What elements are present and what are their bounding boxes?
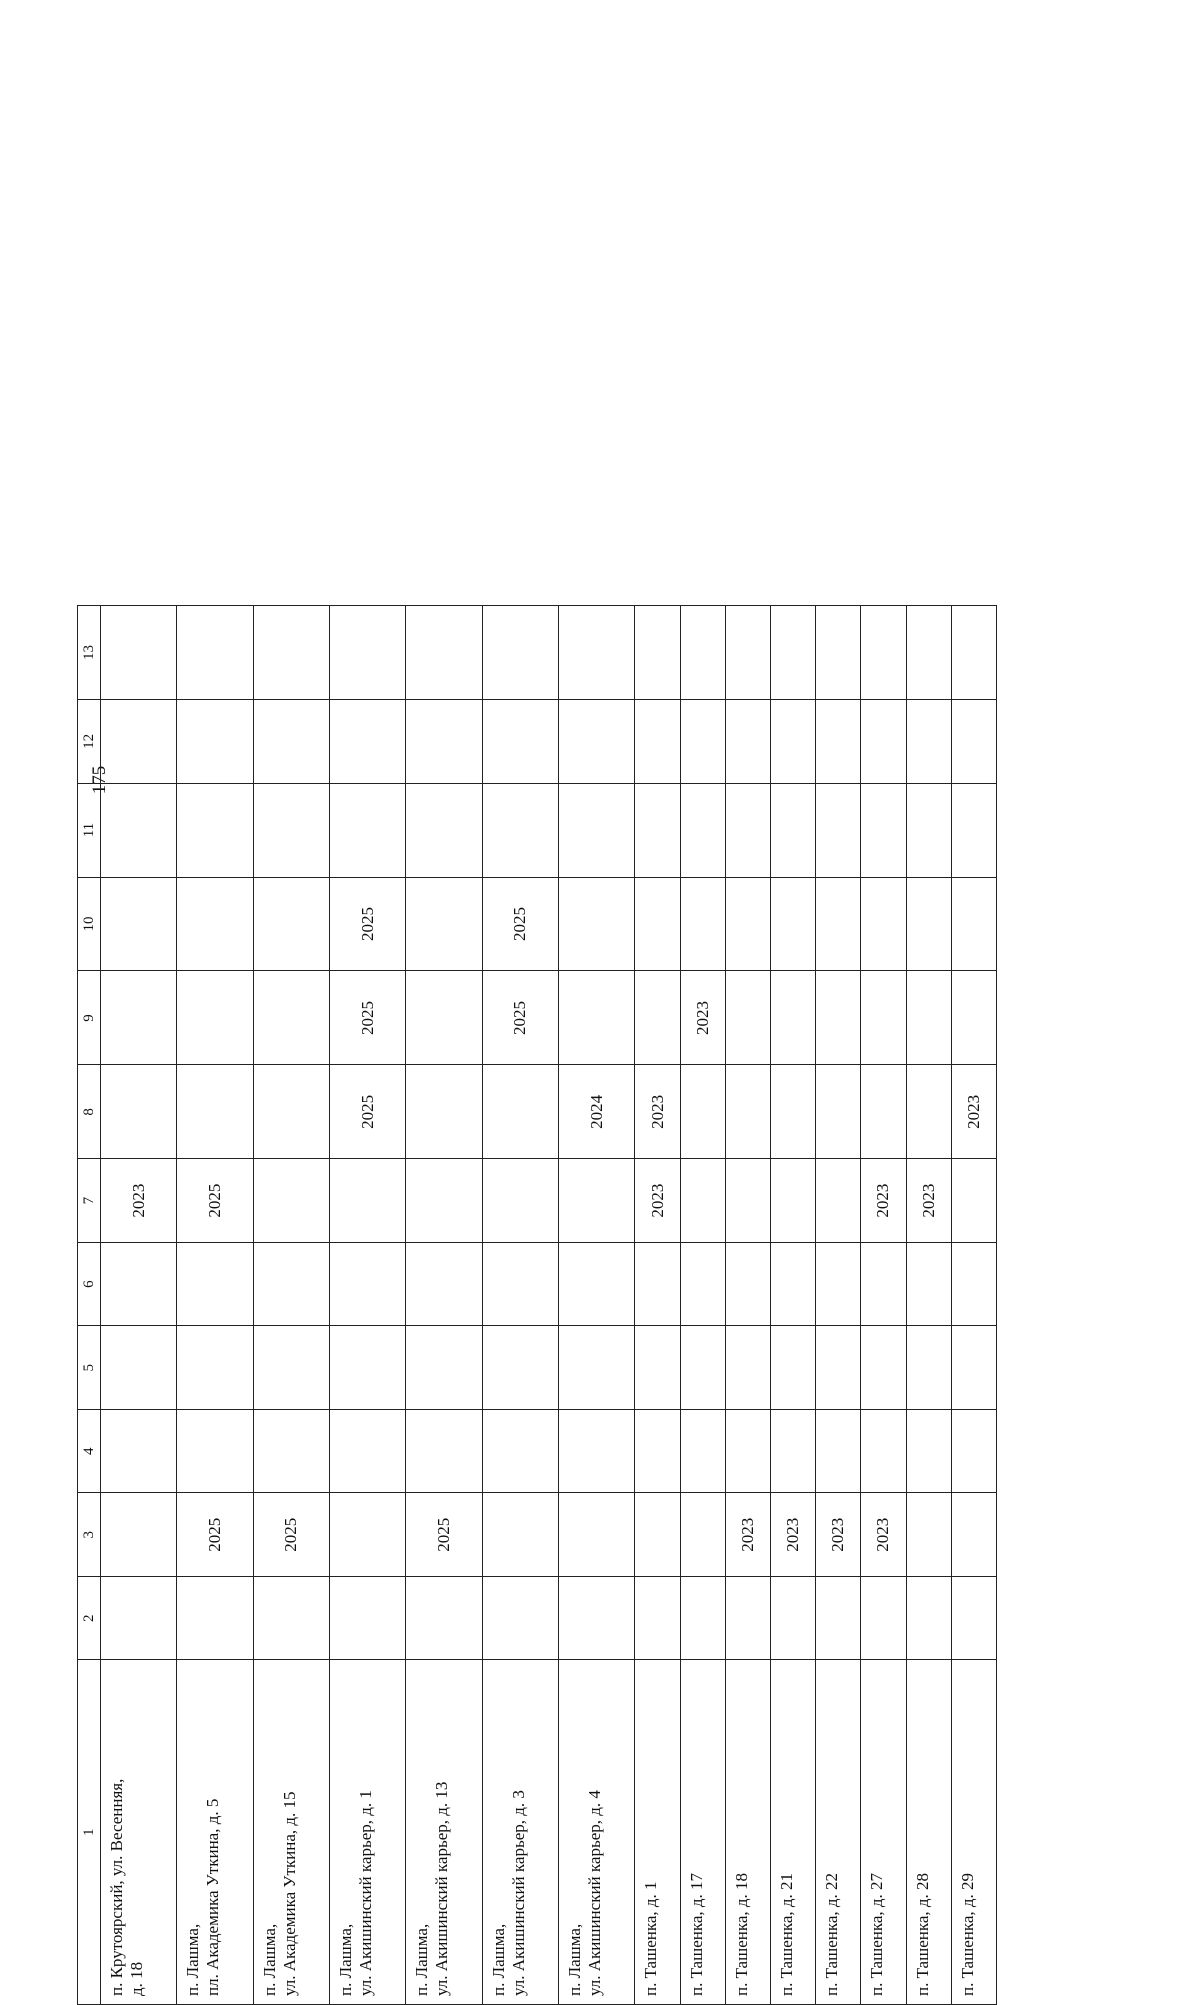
year-cell-col-4: [253, 1409, 329, 1493]
year-cell-col-13: [406, 606, 482, 700]
year-cell-col-2: [559, 1576, 635, 1660]
year-value: 2025: [357, 1094, 377, 1129]
year-cell-col-6: [951, 1242, 996, 1326]
year-cell-col-10: [177, 877, 253, 971]
year-cell-col-6: [406, 1242, 482, 1326]
year-cell-col-5: [951, 1326, 996, 1410]
year-cell-col-11: [770, 783, 815, 877]
column-header-2: 2: [78, 1576, 101, 1660]
column-header-6: 6: [78, 1242, 101, 1326]
year-cell-col-8: [101, 1065, 177, 1159]
year-cell-col-9: [101, 971, 177, 1065]
address-cell: [725, 1660, 770, 2005]
year-cell-col-4: [680, 1409, 725, 1493]
year-cell-col-11: [680, 783, 725, 877]
year-cell-col-10: [725, 877, 770, 971]
year-value: 2023: [692, 1000, 712, 1035]
column-header-5: 5: [78, 1326, 101, 1410]
address-line: ул. Акишинский карьер, д. 1: [356, 1790, 376, 1996]
year-cell-col-5: [861, 1326, 906, 1410]
year-cell-col-8: [680, 1065, 725, 1159]
year-cell-col-10: [635, 877, 680, 971]
year-cell-col-9: [951, 971, 996, 1065]
year-cell-col-7: [330, 1159, 406, 1243]
year-cell-col-2: [725, 1576, 770, 1660]
address-line: п. Лашма,: [336, 1923, 356, 1996]
year-cell-col-8: [253, 1065, 329, 1159]
year-cell-col-6: [101, 1242, 177, 1326]
address-line: д. 18: [127, 1961, 146, 1996]
year-cell-col-13: [906, 606, 951, 700]
table-row: [559, 606, 635, 2005]
year-cell-col-4: [177, 1409, 253, 1493]
year-cell-col-12: [101, 700, 177, 784]
column-header-7: 7: [78, 1159, 101, 1243]
column-header-9: 9: [78, 971, 101, 1065]
year-cell-col-9: [482, 971, 558, 1065]
year-cell-col-9: [177, 971, 253, 1065]
schedule-table: [77, 605, 997, 2005]
year-cell-col-4: [330, 1409, 406, 1493]
year-cell-col-5: [253, 1326, 329, 1410]
year-cell-col-2: [906, 1576, 951, 1660]
address-line: п. Ташенка, д. 18: [731, 1872, 751, 1996]
year-cell-col-13: [482, 606, 558, 700]
year-cell-col-2: [861, 1576, 906, 1660]
address-line: ул. Акишинский карьер, д. 4: [585, 1790, 605, 1996]
year-cell-col-6: [680, 1242, 725, 1326]
table-row: [816, 606, 861, 2005]
year-cell-col-10: [951, 877, 996, 971]
address-cell: [635, 1660, 680, 2005]
table-row: [482, 606, 558, 2005]
year-cell-col-11: [725, 783, 770, 877]
year-cell-col-12: [680, 700, 725, 784]
year-cell-col-9: [680, 971, 725, 1065]
address-line: ул. Акишинский карьер, д. 3: [508, 1790, 528, 1996]
year-cell-col-12: [177, 700, 253, 784]
year-cell-col-5: [680, 1326, 725, 1410]
year-cell-col-9: [770, 971, 815, 1065]
column-header-12: 12: [78, 700, 101, 784]
year-cell-col-11: [951, 783, 996, 877]
year-value: 2023: [647, 1094, 667, 1129]
year-cell-col-5: [330, 1326, 406, 1410]
year-cell-col-11: [101, 783, 177, 877]
address-line: п. Лашма,: [412, 1923, 432, 1996]
year-cell-col-12: [559, 700, 635, 784]
year-cell-col-2: [635, 1576, 680, 1660]
year-cell-col-5: [177, 1326, 253, 1410]
year-cell-col-8: [816, 1065, 861, 1159]
year-cell-col-6: [770, 1242, 815, 1326]
year-cell-col-4: [770, 1409, 815, 1493]
year-cell-col-10: [861, 877, 906, 971]
year-cell-col-7: [177, 1159, 253, 1243]
column-header-4: 4: [78, 1409, 101, 1493]
address-cell: [951, 1660, 996, 2005]
year-cell-col-10: [253, 877, 329, 971]
year-value: 2023: [647, 1183, 667, 1218]
year-cell-col-13: [635, 606, 680, 700]
year-cell-col-7: [406, 1159, 482, 1243]
year-cell-col-2: [816, 1576, 861, 1660]
table-row: [101, 606, 177, 2005]
year-value: 2023: [828, 1517, 848, 1552]
year-cell-col-13: [951, 606, 996, 700]
year-cell-col-11: [861, 783, 906, 877]
year-cell-col-2: [482, 1576, 558, 1660]
year-cell-col-2: [253, 1576, 329, 1660]
column-header-1: 1: [78, 1660, 101, 2005]
year-cell-col-9: [330, 971, 406, 1065]
table-row: [725, 606, 770, 2005]
year-cell-col-4: [406, 1409, 482, 1493]
address-cell: [906, 1660, 951, 2005]
year-cell-col-3: [680, 1493, 725, 1577]
year-cell-col-4: [482, 1409, 558, 1493]
address-line: ул. Акишинский карьер, д. 13: [432, 1781, 452, 1996]
year-cell-col-9: [816, 971, 861, 1065]
year-cell-col-7: [951, 1159, 996, 1243]
year-cell-col-4: [559, 1409, 635, 1493]
year-cell-col-13: [725, 606, 770, 700]
address-line: п. Лашма,: [565, 1923, 585, 1996]
year-cell-col-8: [906, 1065, 951, 1159]
page-number: 175: [89, 765, 110, 795]
address-line: п. Ташенка, д. 21: [776, 1872, 796, 1996]
year-cell-col-3: [101, 1493, 177, 1577]
year-cell-col-10: [680, 877, 725, 971]
year-cell-col-8: [635, 1065, 680, 1159]
year-cell-col-5: [101, 1326, 177, 1410]
year-cell-col-2: [951, 1576, 996, 1660]
year-cell-col-3: [482, 1493, 558, 1577]
year-cell-col-7: [906, 1159, 951, 1243]
year-cell-col-5: [559, 1326, 635, 1410]
year-cell-col-2: [101, 1576, 177, 1660]
year-cell-col-3: [177, 1493, 253, 1577]
year-cell-col-13: [253, 606, 329, 700]
year-cell-col-2: [770, 1576, 815, 1660]
year-cell-col-4: [816, 1409, 861, 1493]
address-cell: [253, 1660, 329, 2005]
address-cell: [861, 1660, 906, 2005]
year-cell-col-11: [330, 783, 406, 877]
year-cell-col-5: [770, 1326, 815, 1410]
year-cell-col-4: [101, 1409, 177, 1493]
year-value: 2023: [873, 1517, 893, 1552]
year-cell-col-7: [253, 1159, 329, 1243]
year-cell-col-13: [559, 606, 635, 700]
year-cell-col-7: [816, 1159, 861, 1243]
year-cell-col-3: [635, 1493, 680, 1577]
year-value: 2023: [128, 1183, 148, 1218]
year-cell-col-10: [770, 877, 815, 971]
year-cell-col-8: [770, 1065, 815, 1159]
year-cell-col-8: [330, 1065, 406, 1159]
table-row: [770, 606, 815, 2005]
year-cell-col-3: [906, 1493, 951, 1577]
address-line: п. Ташенка, д. 28: [912, 1872, 932, 1996]
year-cell-col-10: [330, 877, 406, 971]
year-cell-col-6: [482, 1242, 558, 1326]
year-value: 2025: [357, 907, 377, 942]
year-cell-col-10: [559, 877, 635, 971]
year-value: 2024: [586, 1094, 606, 1129]
table-row: [861, 606, 906, 2005]
address-line: п. Ташенка, д. 17: [686, 1872, 706, 1996]
year-cell-col-6: [816, 1242, 861, 1326]
year-cell-col-10: [482, 877, 558, 971]
year-cell-col-12: [635, 700, 680, 784]
year-cell-col-12: [330, 700, 406, 784]
year-cell-col-9: [906, 971, 951, 1065]
table-row: [906, 606, 951, 2005]
year-cell-col-11: [816, 783, 861, 877]
schedule-table-wrapper: [77, 605, 997, 2005]
year-cell-col-12: [406, 700, 482, 784]
year-value: 2023: [737, 1517, 757, 1552]
table-row: [951, 606, 996, 2005]
table-row: [253, 606, 329, 2005]
year-cell-col-3: [861, 1493, 906, 1577]
year-cell-col-7: [482, 1159, 558, 1243]
year-cell-col-12: [951, 700, 996, 784]
year-cell-col-5: [406, 1326, 482, 1410]
year-cell-col-11: [635, 783, 680, 877]
year-cell-col-9: [635, 971, 680, 1065]
year-cell-col-10: [101, 877, 177, 971]
year-cell-col-6: [253, 1242, 329, 1326]
address-line: п. Ташенка, д. 1: [641, 1881, 661, 1996]
column-header-8: 8: [78, 1065, 101, 1159]
year-cell-col-6: [906, 1242, 951, 1326]
address-line: п. Лашма,: [183, 1923, 203, 1996]
header-row: [78, 606, 101, 2005]
year-cell-col-5: [482, 1326, 558, 1410]
year-cell-col-6: [635, 1242, 680, 1326]
year-cell-col-10: [816, 877, 861, 971]
year-cell-col-10: [906, 877, 951, 971]
year-cell-col-7: [680, 1159, 725, 1243]
address-line: п. Крутоярский, ул. Весенняя,: [107, 1778, 126, 1996]
year-value: 2023: [963, 1094, 983, 1129]
year-cell-col-3: [406, 1493, 482, 1577]
year-value: 2025: [510, 907, 530, 942]
year-cell-col-9: [406, 971, 482, 1065]
table-row: [680, 606, 725, 2005]
column-header-11: 11: [78, 783, 101, 877]
year-value: 2025: [510, 1000, 530, 1035]
year-cell-col-13: [861, 606, 906, 700]
year-cell-col-5: [906, 1326, 951, 1410]
year-value: 2023: [918, 1183, 938, 1218]
year-cell-col-2: [177, 1576, 253, 1660]
year-cell-col-9: [253, 971, 329, 1065]
year-cell-col-6: [177, 1242, 253, 1326]
year-cell-col-13: [680, 606, 725, 700]
address-line: п. Ташенка, д. 27: [867, 1872, 887, 1996]
year-cell-col-5: [816, 1326, 861, 1410]
year-value: 2023: [873, 1183, 893, 1218]
table-row: [330, 606, 406, 2005]
address-cell: [559, 1660, 635, 2005]
table-row: [406, 606, 482, 2005]
column-header-3: 3: [78, 1493, 101, 1577]
table-row: [177, 606, 253, 2005]
year-cell-col-8: [725, 1065, 770, 1159]
year-cell-col-4: [906, 1409, 951, 1493]
year-cell-col-6: [861, 1242, 906, 1326]
year-cell-col-6: [559, 1242, 635, 1326]
table-row: [635, 606, 680, 2005]
year-cell-col-8: [861, 1065, 906, 1159]
address-line: п. Ташенка, д. 22: [822, 1872, 842, 1996]
year-cell-col-8: [951, 1065, 996, 1159]
year-value: 2025: [281, 1517, 301, 1552]
year-value: 2025: [205, 1183, 225, 1218]
year-cell-col-12: [906, 700, 951, 784]
year-cell-col-13: [816, 606, 861, 700]
year-cell-col-12: [770, 700, 815, 784]
year-cell-col-8: [406, 1065, 482, 1159]
address-line: ул. Академика Уткина, д. 15: [279, 1791, 299, 1996]
year-cell-col-12: [253, 700, 329, 784]
year-value: 2023: [783, 1517, 803, 1552]
address-line: п. Лашма,: [259, 1923, 279, 1996]
table-body: [78, 606, 997, 2005]
year-cell-col-6: [725, 1242, 770, 1326]
year-cell-col-3: [770, 1493, 815, 1577]
year-cell-col-13: [330, 606, 406, 700]
year-cell-col-7: [101, 1159, 177, 1243]
year-cell-col-3: [559, 1493, 635, 1577]
year-cell-col-9: [559, 971, 635, 1065]
year-cell-col-6: [330, 1242, 406, 1326]
address-line: п. Ташенка, д. 29: [957, 1872, 977, 1996]
year-cell-col-2: [680, 1576, 725, 1660]
year-cell-col-7: [770, 1159, 815, 1243]
year-cell-col-13: [177, 606, 253, 700]
year-cell-col-7: [861, 1159, 906, 1243]
year-cell-col-2: [406, 1576, 482, 1660]
year-cell-col-4: [861, 1409, 906, 1493]
year-cell-col-8: [177, 1065, 253, 1159]
year-cell-col-12: [725, 700, 770, 784]
address-cell: [770, 1660, 815, 2005]
address-line: пл. Академика Уткина, д. 5: [203, 1798, 223, 1996]
address-cell: [680, 1660, 725, 2005]
year-cell-col-11: [906, 783, 951, 877]
address-cell: [816, 1660, 861, 2005]
year-cell-col-12: [861, 700, 906, 784]
column-header-10: 10: [78, 877, 101, 971]
year-cell-col-2: [330, 1576, 406, 1660]
year-cell-col-5: [635, 1326, 680, 1410]
year-cell-col-11: [482, 783, 558, 877]
year-cell-col-13: [101, 606, 177, 700]
year-value: 2025: [357, 1000, 377, 1035]
year-value: 2025: [205, 1517, 225, 1552]
year-cell-col-11: [177, 783, 253, 877]
year-cell-col-8: [482, 1065, 558, 1159]
year-cell-col-3: [725, 1493, 770, 1577]
year-cell-col-11: [253, 783, 329, 877]
address-line: п. Лашма,: [488, 1923, 508, 1996]
year-cell-col-7: [635, 1159, 680, 1243]
year-cell-col-3: [816, 1493, 861, 1577]
year-cell-col-12: [482, 700, 558, 784]
year-cell-col-4: [635, 1409, 680, 1493]
year-cell-col-3: [330, 1493, 406, 1577]
year-cell-col-13: [770, 606, 815, 700]
year-cell-col-11: [406, 783, 482, 877]
year-cell-col-3: [951, 1493, 996, 1577]
year-value: 2025: [434, 1517, 454, 1552]
year-cell-col-9: [725, 971, 770, 1065]
address-cell: [406, 1660, 482, 2005]
year-cell-col-4: [725, 1409, 770, 1493]
address-cell: [482, 1660, 558, 2005]
year-cell-col-7: [725, 1159, 770, 1243]
year-cell-col-5: [725, 1326, 770, 1410]
address-cell: [330, 1660, 406, 2005]
year-cell-col-12: [816, 700, 861, 784]
year-cell-col-10: [406, 877, 482, 971]
year-cell-col-3: [253, 1493, 329, 1577]
year-cell-col-11: [559, 783, 635, 877]
year-cell-col-4: [951, 1409, 996, 1493]
year-cell-col-8: [559, 1065, 635, 1159]
address-cell: [101, 1660, 177, 2005]
column-header-13: 13: [78, 606, 101, 700]
year-cell-col-7: [559, 1159, 635, 1243]
address-cell: [177, 1660, 253, 2005]
year-cell-col-9: [861, 971, 906, 1065]
